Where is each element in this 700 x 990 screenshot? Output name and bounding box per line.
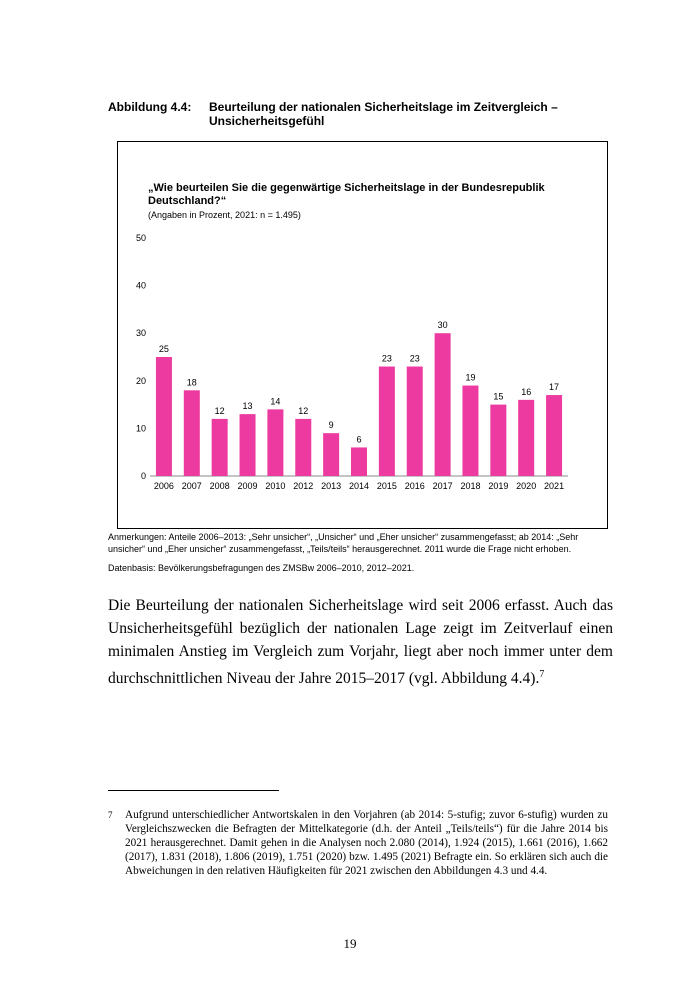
x-tick-label: 2017 [432, 481, 453, 491]
data-label: 18 [186, 377, 197, 388]
y-tick-label: 0 [140, 471, 146, 481]
chart-subtitle: (Angaben in Prozent, 2021: n = 1.495) [148, 210, 301, 220]
data-label: 12 [214, 405, 225, 416]
data-label: 19 [465, 372, 476, 383]
bar [240, 414, 256, 476]
data-label: 23 [381, 353, 392, 364]
bar [407, 367, 423, 476]
chart-notes: Anmerkungen: Anteile 2006–2013: „Sehr unsicher“, „Unsicher“ und „Eher unsicher“ zusammengefasst; ab 2014: „Sehr unsicher“ und „Eher unsicher“ zusammengefasst, „Teils/teils“ herausgerechnet. 2011 wurde die Frage nicht erhoben. [108, 532, 579, 554]
bar [351, 447, 367, 476]
x-tick-label: 2006 [153, 481, 174, 491]
data-label: 14 [270, 396, 281, 407]
data-label: 9 [328, 420, 334, 431]
x-tick-label: 2012 [293, 481, 314, 491]
body-paragraph [108, 594, 613, 690]
x-tick-label: 2008 [209, 481, 230, 491]
bar [156, 357, 172, 476]
x-tick-label: 2019 [488, 481, 509, 491]
chart-frame [117, 141, 608, 529]
figure-title: Beurteilung der nationalen Sicherheitslage im Zeitvergleich – Unsicherheitsgefühl [209, 100, 558, 128]
footnote-reference[interactable]: 7 [539, 669, 545, 680]
data-label: 16 [521, 386, 532, 397]
y-tick-label: 50 [135, 233, 146, 243]
bar [379, 367, 395, 476]
y-tick-label: 20 [135, 375, 146, 386]
bar [267, 409, 283, 476]
y-tick-label: 10 [135, 423, 146, 434]
footnote-divider [108, 790, 279, 791]
y-tick-label: 40 [135, 280, 146, 291]
x-tick-label: 2013 [321, 481, 342, 491]
data-label: 12 [298, 405, 309, 416]
x-tick-label: 2021 [544, 481, 565, 491]
bar [184, 390, 200, 476]
y-tick-label: 30 [135, 328, 146, 339]
page-number: 19 [343, 936, 357, 951]
chart-title: „Wie beurteilen Sie die gegenwärtige Sicherheitslage in der Bundesrepublik Deutschland?“ [148, 182, 545, 207]
data-label: 23 [409, 353, 420, 364]
bar-chart [118, 142, 609, 530]
data-label: 6 [356, 434, 362, 445]
x-tick-label: 2020 [516, 481, 537, 491]
bar [212, 419, 228, 476]
footnote-number: 7 [108, 810, 113, 820]
data-basis: Datenbasis: Bevölkerungsbefragungen des ZMSBw 2006–2010, 2012–2021. [108, 563, 415, 573]
data-label: 13 [242, 401, 253, 412]
x-tick-label: 2007 [181, 481, 202, 491]
bar [546, 395, 562, 476]
bar [490, 405, 506, 476]
bar [295, 419, 311, 476]
figure-label: Abbildung 4.4: [108, 100, 192, 114]
x-tick-label: 2016 [404, 481, 425, 491]
data-label: 17 [549, 382, 560, 393]
x-tick-label: 2009 [237, 481, 258, 491]
footnote-text: Aufgrund unterschiedlicher Antwortskalen in den Vorjahren (ab 2014: 5-stufig; zuvor 6-stufig) wurden zu Vergleichszwecken die Befragten der Mittelkategorie (d.h. der Anteil „Teils/teils“) für die Jahre 2014 bis 2021 herausgerechnet. Damit gehen in die Analysen noch 2.080 (2014), 1.924 (2015), 1.661 (2016), 1.662 (2017), 1.831 (2018), 1.806 (2019), 1.751 (2020) bzw. 1.495 (2021) Befragte ein. So erklären sich auch die Abweichungen in den relativen Häufigkeiten für 2021 zwischen den Abbildungen 4.3 und 4.4. [125, 809, 608, 877]
x-tick-label: 2018 [460, 481, 481, 491]
x-tick-label: 2015 [376, 481, 397, 491]
data-label: 15 [493, 391, 504, 402]
bar [462, 386, 478, 476]
x-tick-label: 2010 [265, 481, 286, 491]
bar [435, 333, 451, 476]
bar [518, 400, 534, 476]
data-label: 30 [437, 320, 448, 331]
x-tick-label: 2014 [348, 481, 370, 491]
bar [323, 433, 339, 476]
body-text: Die Beurteilung der nationalen Sicherheitslage wird seit 2006 erfasst. Auch das Unsicherheitsgefühl bezüglich der nationalen Lage zeigt im Zeitverlauf einen minimalen Anstieg im Vergleich zum Vorjahr, liegt aber noch immer unter dem durchschnittlichen Niveau der Jahre 2015–2017 (vgl. Abbildung 4.4). [108, 597, 613, 688]
data-label: 25 [158, 344, 169, 354]
